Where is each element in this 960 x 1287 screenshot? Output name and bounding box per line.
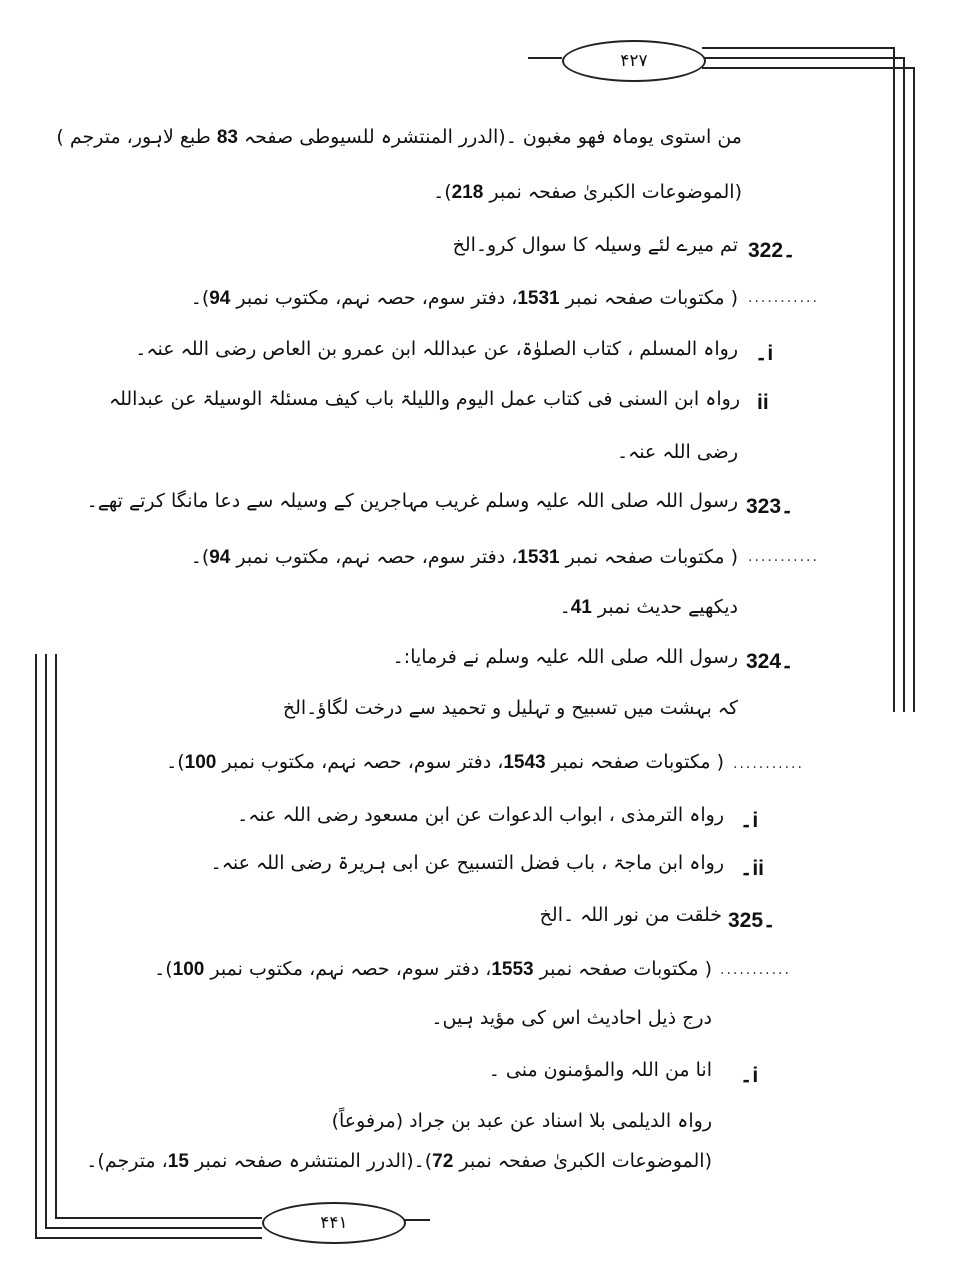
bold-number: 94 [209,547,231,568]
text-line [211,852,724,874]
hadith-number-323: 323۔ [746,495,794,518]
text-segment: رواہ الدیلمی بلا اسناد عن عبد بن جراد (مرفوعاً) [331,1110,712,1132]
bold-number: 1543 [503,752,546,773]
top-page-number: ۴۲۷ [562,40,706,82]
text-line [109,388,740,410]
text-segment: ۔ [559,596,571,618]
bold-number: 15 [167,1151,189,1172]
dotted-leader: ........... [748,290,819,306]
text-line [393,646,738,668]
dotted-leader: ........... [733,756,804,772]
text-line [87,490,738,512]
text-segment: )۔ [190,546,210,568]
text-segment: رسول اللہ صلی اللہ علیہ وسلم غریب مہاجرین کے وسیلہ سے دعا مانگا کرتے تھے۔ [86,490,738,512]
text-segment: )۔ [166,751,185,773]
text-segment: ، دفتر سوم، حصہ نہم، مکتوب نمبر [204,958,492,980]
text-segment: دیکھیے حدیث نمبر [591,596,738,618]
text-line [86,1150,712,1173]
text-line [237,804,724,826]
text-line [154,958,712,981]
text-segment: (الموضوعات الکبریٰ صفحہ نمبر [483,181,742,203]
bottom-page-number: ۴۴۱ [262,1202,406,1244]
sub-marker-ii: ii [757,391,769,414]
text-segment: رواہ الترمذی ، ابواب الدعوات عن ابن مسعود رضی اللہ عنہ۔ [237,804,724,826]
bold-number: 72 [432,1151,454,1172]
text-segment: ( مکتوبات صفحہ نمبر [559,546,738,568]
text-segment: ، دفتر سوم، حصہ نہم، مکتوب نمبر [230,287,518,309]
text-segment: من استوی یوماہ فھو مغبون ۔(الدرر المنتشرہ للسیوطی صفحہ [237,126,742,148]
text-segment: رواہ المسلم ، کتاب الصلوٰۃ، عن عبداللہ ابن عمرو بن العاص رضی اللہ عنہ۔ [135,338,738,360]
text-line [453,234,738,256]
text-line [540,904,722,926]
sub-marker-ii: ۔ii [740,857,764,880]
text-line [135,338,738,360]
dotted-leader: ........... [720,962,791,978]
text-segment: رضی اللہ عنہ۔ [616,441,738,463]
bold-number: 1531 [517,547,560,568]
bold-number: 100 [172,959,205,980]
text-segment: انا من اللہ والمؤمنون منی ۔ [488,1059,712,1081]
text-segment: رواہ ابن ماجۃ ، باب فضل التسبیح عن ابی ہریرۃ رضی اللہ عنہ۔ [210,852,724,874]
sub-marker-i: ۔i [740,809,759,832]
text-line [489,1059,712,1081]
text-line [431,1007,712,1029]
text-segment: )۔(الدرر المنتشرہ صفحہ نمبر [188,1150,433,1172]
text-segment: درج ذیل احادیث اس کی مؤید ہیں۔ [431,1007,712,1029]
hadith-number-324: 324۔ [746,650,794,673]
text-segment: ( مکتوبات صفحہ نمبر [559,287,738,309]
sub-marker-i: ۔i [755,342,774,365]
text-segment: )۔ [190,287,210,309]
text-segment: خلقت من نور اللہ ۔الخ [539,904,722,926]
text-line [332,1110,712,1132]
sub-marker-i: ۔i [740,1064,759,1087]
text-segment: کہ بہشت میں تسبیح و تہلیل و تحمید سے درخت لگاؤ۔الخ [282,697,738,719]
text-segment: رواہ ابن السنی فی کتاب عمل الیوم واللیلۃ باب کیف مسئلۃ الوسیلۃ عن عبداللہ [108,388,740,410]
bold-number: 1531 [517,288,560,309]
text-segment: ، مترجم)۔ [86,1150,168,1172]
text-segment: تم میرے لئے وسیلہ کا سوال کرو۔الخ [452,234,738,256]
text-line [433,181,742,204]
text-segment: ، دفتر سوم، حصہ نہم، مکتوب نمبر [216,751,504,773]
text-segment: ، دفتر سوم، حصہ نہم، مکتوب نمبر [230,546,518,568]
text-line [283,697,738,719]
bold-number: 1553 [491,959,534,980]
text-line [166,751,724,774]
text-segment: )۔ [154,958,173,980]
hadith-number-322: 322۔ [748,239,796,262]
text-segment: ( مکتوبات صفحہ نمبر [545,751,724,773]
text-segment: (الموضوعات الکبریٰ صفحہ نمبر [453,1150,712,1172]
text-segment: )۔ [433,181,452,203]
text-line [191,546,738,569]
hadith-number-325: 325۔ [728,909,776,932]
bold-number: 94 [209,288,231,309]
bold-number: 83 [216,127,238,148]
text-line [617,441,738,463]
text-segment: طبع لاہور، مترجم ) [56,126,217,148]
text-segment: ( مکتوبات صفحہ نمبر [533,958,712,980]
text-line [56,126,742,149]
text-segment: رسول اللہ صلی اللہ علیہ وسلم نے فرمایا:۔ [392,646,738,668]
bold-number: 100 [184,752,217,773]
text-line [191,287,738,310]
dotted-leader: ........... [748,549,819,565]
bold-number: 218 [451,182,484,203]
text-line [560,596,738,619]
bold-number: 41 [570,597,592,618]
